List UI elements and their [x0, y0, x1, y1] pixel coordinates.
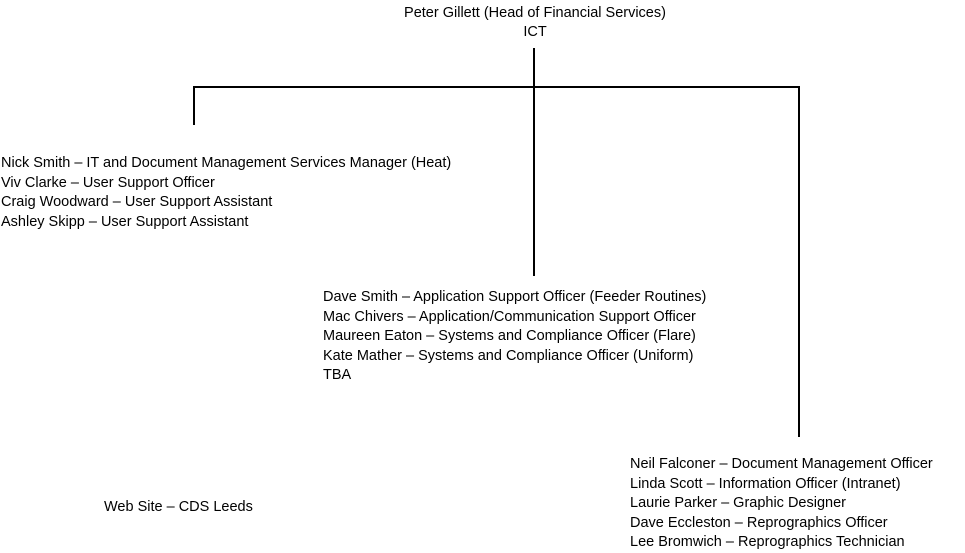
team-member: Dave Eccleston – Reprographics Officer	[630, 514, 888, 531]
team-group-applications	[323, 288, 706, 386]
team-member: Viv Clarke – User Support Officer	[1, 174, 215, 191]
team-member: Mac Chivers – Application/Communication Support Officer	[323, 308, 696, 325]
footer-web-site: Web Site – CDS Leeds	[104, 499, 253, 515]
org-head	[320, 4, 750, 42]
team-member: Ashley Skipp – User Support Assistant	[1, 213, 249, 230]
team-member: TBA	[323, 367, 352, 383]
team-member: Kate Mather – Systems and Compliance Officer (Uniform)	[323, 347, 694, 364]
head-name: Peter Gillett (Head of Financial Services)	[404, 5, 666, 21]
team-member: Nick Smith – IT and Document Management Services Manager (Heat)	[1, 155, 452, 171]
team-member: Lee Bromwich – Reprographics Technician	[630, 534, 905, 550]
team-member: Laurie Parker – Graphic Designer	[630, 495, 846, 511]
head-unit: ICT	[523, 24, 547, 40]
team-member: Maureen Eaton – Systems and Compliance Officer (Flare)	[323, 328, 696, 344]
team-member: Dave Smith – Application Support Officer (Feeder Routines)	[323, 289, 707, 305]
team-member: Craig Woodward – User Support Assistant	[1, 194, 273, 210]
connector-head-down	[533, 48, 535, 276]
team-group-document-management	[630, 455, 933, 553]
connector-left-drop	[193, 86, 195, 125]
team-member: Neil Falconer – Document Management Officer	[630, 456, 933, 472]
team-group-user-support	[1, 154, 451, 232]
connector-right-drop	[798, 86, 800, 437]
connector-horizontal	[193, 86, 800, 88]
team-member: Linda Scott – Information Officer (Intranet)	[630, 475, 901, 492]
